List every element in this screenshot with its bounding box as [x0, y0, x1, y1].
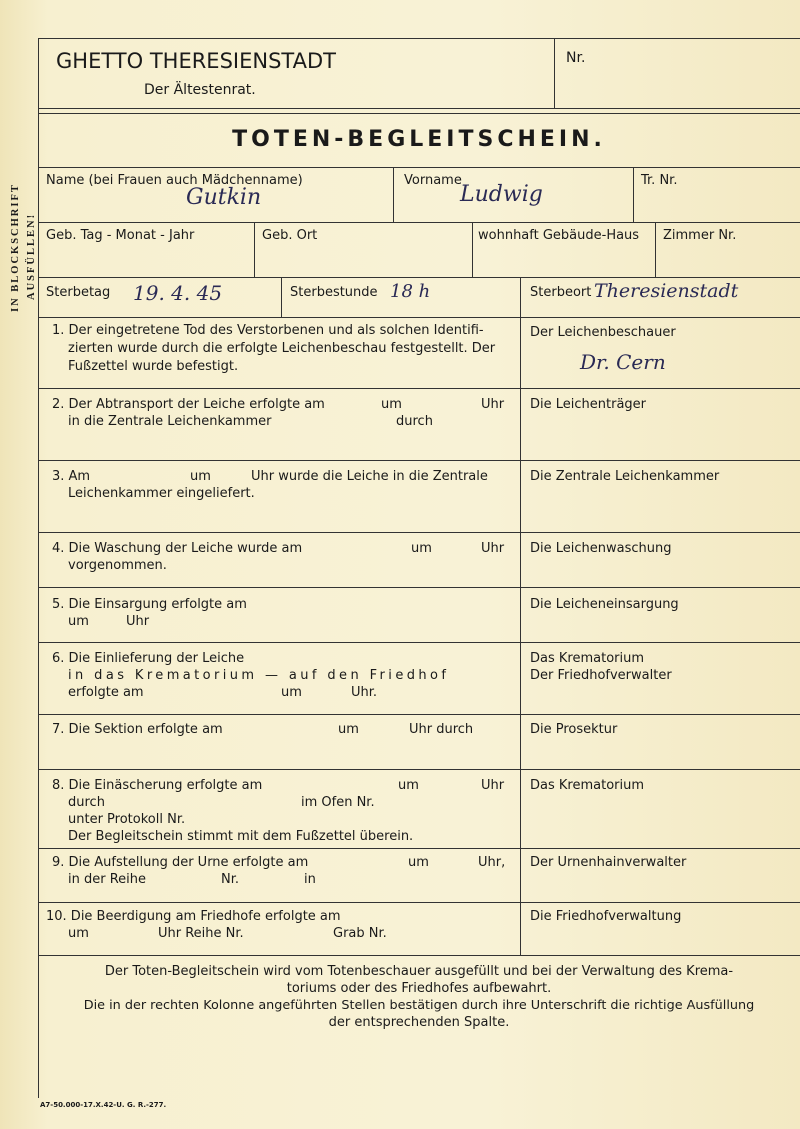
- row-4-um: um: [411, 541, 432, 556]
- row-2-durch: durch: [396, 414, 433, 429]
- row-3-right: Die Zentrale Leichenkammer: [530, 469, 720, 484]
- row-7-right: Die Prosektur: [530, 722, 618, 737]
- row-3-line-1: 3. Am: [52, 469, 91, 484]
- row-9-right: Der Urnenhainverwalter: [530, 855, 687, 870]
- row-5-uhr: Uhr: [126, 614, 150, 629]
- side-label-line-1: IN BLOCKSCHRIFT: [10, 183, 21, 312]
- vorname-value: Ludwig: [460, 182, 543, 207]
- row-4-line-2: vorgenommen.: [68, 558, 167, 573]
- row-8-line-1: 8. Die Einäscherung erfolgte am: [52, 778, 263, 793]
- row-4-uhr: Uhr: [481, 541, 505, 556]
- row-10-um: um: [68, 926, 89, 941]
- row-9-uhr: Uhr,: [478, 855, 506, 870]
- row-6-right: Das Krematorium: [530, 651, 645, 666]
- row-1-right: Der Leichenbeschauer: [530, 325, 676, 340]
- row-3-line-2: Leichenkammer eingeliefert.: [68, 486, 255, 501]
- row-5-right: Die Leicheneinsargung: [530, 597, 679, 612]
- row-10-right: Die Friedhofverwaltung: [530, 909, 682, 924]
- sterbeort-value: Theresienstadt: [594, 280, 739, 302]
- name-label: Name (bei Frauen auch Mädchenname): [46, 173, 303, 188]
- tr-nr-label: Tr. Nr.: [641, 173, 678, 188]
- row-8-um: um: [398, 778, 419, 793]
- footer-line-2: toriums oder des Friedhofes aufbewahrt.: [286, 981, 552, 996]
- footer-line-1: Der Toten-Begleitschein wird vom Totenbeschauer ausgefüllt und bei der Verwaltung des Krema-: [104, 964, 734, 979]
- row-10-line-1: 10. Die Beerdigung am Friedhofe erfolgte am: [46, 909, 341, 924]
- row-2-line-1: 2. Der Abtransport der Leiche erfolgte am: [52, 397, 325, 412]
- row-2-right: Die Leichenträger: [530, 397, 647, 412]
- footer-line-3: Die in der rechten Kolonne angeführten Stellen bestätigen durch ihre Unterschrift die richtige Ausfüllung: [83, 998, 755, 1013]
- vorname-label: Vorname: [404, 173, 462, 188]
- row-7-uhr: Uhr durch: [409, 722, 474, 737]
- row-9-line-1: 9. Die Aufstellung der Urne erfolgte am: [52, 855, 309, 870]
- row-5-line-1: 5. Die Einsargung erfolgte am: [52, 597, 247, 612]
- row-8-line-3: unter Protokoll Nr.: [68, 812, 186, 827]
- header-subtitle: Der Ältestenrat.: [144, 82, 256, 98]
- print-code: A7-50.000-17.X.42-U. G. R.-277.: [40, 1101, 167, 1109]
- row-2-uhr: Uhr: [481, 397, 505, 412]
- row-3-text: Uhr wurde die Leiche in die Zentrale: [251, 469, 488, 484]
- row-10-reihe: Uhr Reihe Nr.: [158, 926, 244, 941]
- row-10-grab: Grab Nr.: [333, 926, 387, 941]
- sterbetag-label: Sterbetag: [46, 285, 111, 300]
- side-label-line-2: AUSFÜLLEN!: [26, 212, 37, 300]
- row-1-signature: Dr. Cern: [580, 350, 666, 374]
- name-value: Gutkin: [186, 185, 262, 210]
- sterbestunde-value: 18 h: [390, 281, 431, 302]
- sterbestunde-label: Sterbestunde: [290, 285, 378, 300]
- row-6-right-2: Der Friedhofverwalter: [530, 668, 672, 683]
- zimmer-label: Zimmer Nr.: [663, 228, 737, 243]
- row-6-uhr: Uhr.: [351, 685, 378, 700]
- row-6-um: um: [281, 685, 302, 700]
- form-title: TOTEN-BEGLEITSCHEIN.: [232, 127, 606, 152]
- sterbetag-value: 19. 4. 45: [133, 281, 223, 305]
- row-2-um: um: [381, 397, 402, 412]
- row-8-uhr: Uhr: [481, 778, 505, 793]
- row-4-right: Die Leichenwaschung: [530, 541, 672, 556]
- row-8-line-2: durch: [68, 795, 105, 810]
- wohnhaft-label: wohnhaft Gebäude-Haus: [478, 228, 640, 243]
- row-7-line-1: 7. Die Sektion erfolgte am: [52, 722, 223, 737]
- row-4-line-1: 4. Die Waschung der Leiche wurde am: [52, 541, 303, 556]
- geb-label: Geb. Tag - Monat - Jahr: [46, 228, 195, 243]
- row-9-line-2: in der Reihe: [68, 872, 147, 887]
- row-5-um: um: [68, 614, 89, 629]
- nr-label: Nr.: [566, 50, 586, 66]
- row-8-right: Das Krematorium: [530, 778, 645, 793]
- row-8-line-4: Der Begleitschein stimmt mit dem Fußzettel überein.: [68, 829, 414, 844]
- row-6-line-3: erfolgte am: [68, 685, 144, 700]
- row-2-line-2: in die Zentrale Leichenkammer: [68, 414, 272, 429]
- footer-line-4: der entsprechenden Spalte.: [328, 1015, 510, 1030]
- row-9-nr: Nr.: [221, 872, 240, 887]
- sterbeort-label: Sterbeort: [530, 285, 592, 300]
- row-9-in: in: [304, 872, 316, 887]
- row-8-ofen: im Ofen Nr.: [301, 795, 375, 810]
- row-3-um: um: [190, 469, 211, 484]
- geb-ort-label: Geb. Ort: [262, 228, 318, 243]
- row-6-line-1: 6. Die Einlieferung der Leiche: [52, 651, 245, 666]
- row-1-line-2: zierten wurde durch die erfolgte Leichenbeschau festgestellt. Der: [68, 341, 496, 356]
- row-9-um: um: [408, 855, 429, 870]
- row-7-um: um: [338, 722, 359, 737]
- row-1-line-1: 1. Der eingetretene Tod des Verstorbenen und als solchen Identifi-: [52, 323, 484, 338]
- header-title: GHETTO THERESIENSTADT: [56, 49, 336, 73]
- row-6-line-2: in das Krematorium — auf den Friedhof: [68, 668, 450, 683]
- row-1-line-3: Fußzettel wurde befestigt.: [68, 359, 239, 374]
